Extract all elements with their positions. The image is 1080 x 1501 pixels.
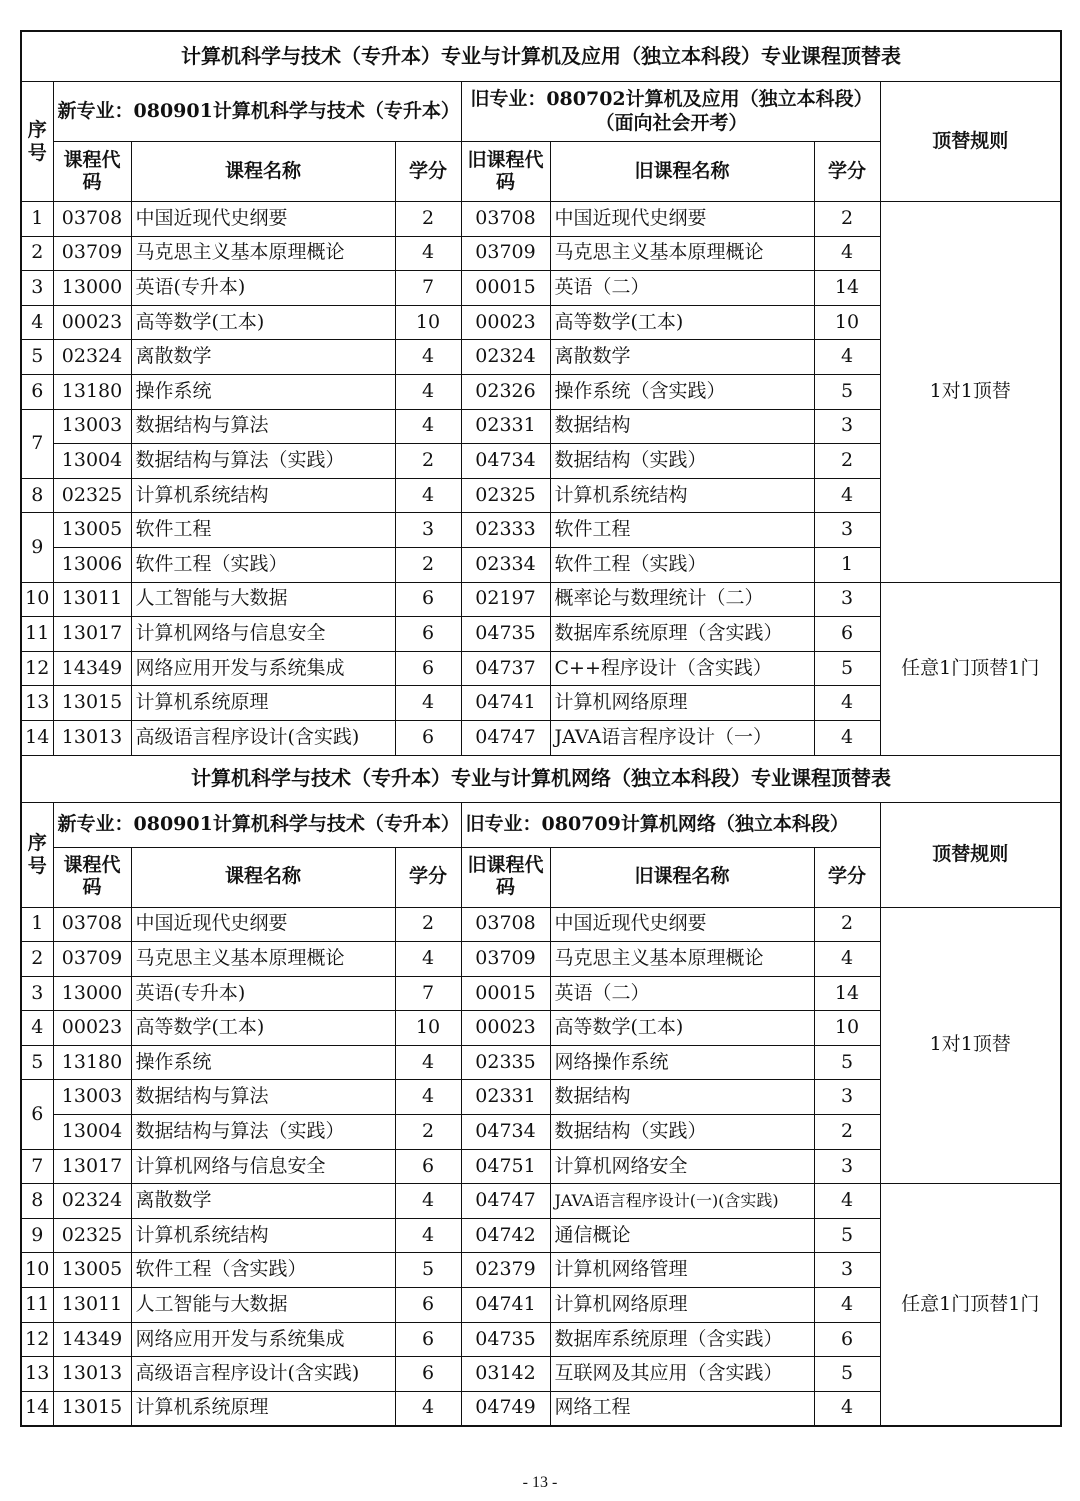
old-course-name: 数据库系统原理（含实践）	[550, 617, 814, 652]
old-course-credit: 2	[814, 1115, 880, 1150]
old-course-code: 02335	[461, 1045, 550, 1080]
course-credit: 6	[395, 1357, 461, 1392]
old-course-name: 操作系统（含实践）	[550, 374, 814, 409]
old-course-credit: 4	[814, 720, 880, 755]
old-course-credit: 5	[814, 651, 880, 686]
course-credit: 4	[395, 686, 461, 721]
course-credit: 6	[395, 1149, 461, 1184]
course-code: 13004	[53, 444, 131, 479]
table-2-title: 计算机科学与技术（专升本）专业与计算机网络（独立本科段）专业课程顶替表	[21, 755, 1061, 802]
old-course-name: 网络操作系统	[550, 1045, 814, 1080]
course-name: 软件工程（实践）	[131, 547, 395, 582]
old-course-name: 互联网及其应用（含实践）	[550, 1357, 814, 1392]
old-course-credit: 3	[814, 409, 880, 444]
row-seq: 5	[21, 340, 53, 375]
row-seq: 10	[21, 1253, 53, 1288]
old-course-credit: 14	[814, 976, 880, 1011]
table-1-rule-header: 顶替规则	[880, 82, 1061, 202]
old-course-name: 离散数学	[550, 340, 814, 375]
old-course-name: 计算机网络安全	[550, 1149, 814, 1184]
old-course-code: 02326	[461, 374, 550, 409]
row-seq: 1	[21, 907, 53, 942]
row-seq: 8	[21, 1184, 53, 1219]
course-code: 03709	[53, 236, 131, 271]
old-course-code: 02325	[461, 478, 550, 513]
row-seq: 12	[21, 1322, 53, 1357]
table-2-col-old-name: 旧课程名称	[550, 847, 814, 907]
course-credit: 4	[395, 1080, 461, 1115]
course-name: 马克思主义基本原理概论	[131, 942, 395, 977]
course-name: 数据结构与算法	[131, 409, 395, 444]
table-2-new-major: 新专业：080901计算机科学与技术（专升本）	[53, 802, 461, 847]
substitution-rule: 1对1顶替	[880, 202, 1061, 583]
old-course-code: 04741	[461, 1288, 550, 1323]
course-name: 数据结构与算法（实践）	[131, 1115, 395, 1150]
course-name: 网络应用开发与系统集成	[131, 651, 395, 686]
course-code: 02325	[53, 478, 131, 513]
old-course-credit: 4	[814, 236, 880, 271]
old-course-code: 02334	[461, 547, 550, 582]
old-course-code: 03709	[461, 236, 550, 271]
table-1-title: 计算机科学与技术（专升本）专业与计算机及应用（独立本科段）专业课程顶替表	[21, 31, 1061, 82]
old-course-name: 数据库系统原理（含实践）	[550, 1322, 814, 1357]
old-course-code: 04742	[461, 1218, 550, 1253]
course-credit: 4	[395, 409, 461, 444]
row-seq: 5	[21, 1045, 53, 1080]
old-course-name: C++程序设计（含实践）	[550, 651, 814, 686]
old-course-code: 02333	[461, 513, 550, 548]
course-name: 马克思主义基本原理概论	[131, 236, 395, 271]
course-name: 英语(专升本)	[131, 271, 395, 306]
old-course-code: 04734	[461, 1115, 550, 1150]
course-code: 14349	[53, 1322, 131, 1357]
old-course-code: 02331	[461, 409, 550, 444]
course-credit: 2	[395, 547, 461, 582]
old-course-credit: 3	[814, 1253, 880, 1288]
row-seq: 4	[21, 1011, 53, 1046]
table-2-col-old-credit: 学分	[814, 847, 880, 907]
table-2-rule-header: 顶替规则	[880, 802, 1061, 907]
old-course-credit: 2	[814, 202, 880, 237]
old-course-credit: 4	[814, 478, 880, 513]
substitution-rule: 任意1门顶替1门	[880, 1184, 1061, 1426]
table-1-col-credit: 学分	[395, 142, 461, 202]
old-course-name: 概率论与数理统计（二）	[550, 582, 814, 617]
old-course-name: 通信概论	[550, 1218, 814, 1253]
old-course-name: 计算机网络原理	[550, 686, 814, 721]
old-course-name: 计算机网络管理	[550, 1253, 814, 1288]
substitution-rule: 1对1顶替	[880, 907, 1061, 1184]
course-name: 中国近现代史纲要	[131, 202, 395, 237]
old-course-name: 英语（二）	[550, 976, 814, 1011]
course-code: 13003	[53, 409, 131, 444]
course-code: 00023	[53, 1011, 131, 1046]
course-name: 操作系统	[131, 374, 395, 409]
course-name: 高等数学(工本)	[131, 1011, 395, 1046]
course-code: 13000	[53, 976, 131, 1011]
course-code: 13013	[53, 1357, 131, 1392]
row-seq: 6	[21, 1080, 53, 1149]
old-course-code: 04741	[461, 686, 550, 721]
course-code: 13006	[53, 547, 131, 582]
row-seq: 1	[21, 202, 53, 237]
table-row	[21, 582, 1061, 617]
old-course-name: 软件工程（实践）	[550, 547, 814, 582]
old-course-name: 马克思主义基本原理概论	[550, 236, 814, 271]
old-course-code: 03142	[461, 1357, 550, 1392]
course-code: 02324	[53, 340, 131, 375]
old-course-credit: 3	[814, 1149, 880, 1184]
course-name: 人工智能与大数据	[131, 1288, 395, 1323]
old-course-credit: 3	[814, 1080, 880, 1115]
old-course-credit: 5	[814, 374, 880, 409]
old-course-code: 02331	[461, 1080, 550, 1115]
old-course-code: 03708	[461, 907, 550, 942]
old-course-name: 计算机系统结构	[550, 478, 814, 513]
old-course-name: 数据结构	[550, 409, 814, 444]
old-course-credit: 4	[814, 1184, 880, 1219]
course-code: 13017	[53, 617, 131, 652]
old-course-code: 04749	[461, 1391, 550, 1426]
course-credit: 7	[395, 271, 461, 306]
course-code: 14349	[53, 651, 131, 686]
row-seq: 6	[21, 374, 53, 409]
old-course-credit: 5	[814, 1218, 880, 1253]
row-seq: 8	[21, 478, 53, 513]
table-1-col-old-credit: 学分	[814, 142, 880, 202]
table-2-col-code: 课程代码	[53, 847, 131, 907]
table-2-seq-header: 序号	[21, 802, 53, 907]
old-course-code: 00015	[461, 271, 550, 306]
course-credit: 4	[395, 1391, 461, 1426]
course-credit: 4	[395, 1045, 461, 1080]
table-row	[21, 1184, 1061, 1219]
old-course-credit: 4	[814, 340, 880, 375]
old-course-code: 00023	[461, 1011, 550, 1046]
course-credit: 6	[395, 582, 461, 617]
course-credit: 6	[395, 1288, 461, 1323]
row-seq: 9	[21, 513, 53, 582]
course-code: 03708	[53, 202, 131, 237]
old-course-credit: 1	[814, 547, 880, 582]
course-name: 操作系统	[131, 1045, 395, 1080]
old-course-credit: 5	[814, 1357, 880, 1392]
course-name: 英语(专升本)	[131, 976, 395, 1011]
old-course-name: 高等数学(工本)	[550, 1011, 814, 1046]
course-credit: 2	[395, 907, 461, 942]
substitution-rule: 任意1门顶替1门	[880, 582, 1061, 755]
course-name: 数据结构与算法	[131, 1080, 395, 1115]
row-seq: 9	[21, 1218, 53, 1253]
old-course-code: 04751	[461, 1149, 550, 1184]
table-1-body	[21, 202, 1061, 756]
course-code: 13005	[53, 1253, 131, 1288]
old-course-code: 04747	[461, 1184, 550, 1219]
old-course-code: 00015	[461, 976, 550, 1011]
old-course-credit: 4	[814, 942, 880, 977]
course-credit: 6	[395, 1322, 461, 1357]
old-course-credit: 10	[814, 1011, 880, 1046]
course-credit: 2	[395, 444, 461, 479]
course-credit: 2	[395, 202, 461, 237]
old-course-credit: 10	[814, 305, 880, 340]
old-course-name: 软件工程	[550, 513, 814, 548]
course-credit: 4	[395, 1218, 461, 1253]
old-course-code: 02324	[461, 340, 550, 375]
row-seq: 3	[21, 976, 53, 1011]
course-code: 13003	[53, 1080, 131, 1115]
course-code: 13180	[53, 374, 131, 409]
old-course-name: 高等数学(工本)	[550, 305, 814, 340]
row-seq: 11	[21, 1288, 53, 1323]
row-seq: 3	[21, 271, 53, 306]
old-course-code: 04737	[461, 651, 550, 686]
course-code: 03709	[53, 942, 131, 977]
course-substitution-sheet	[20, 30, 1060, 1427]
old-course-name: JAVA语言程序设计(一)(含实践)	[550, 1184, 814, 1219]
table-1-new-major: 新专业：080901计算机科学与技术（专升本）	[53, 82, 461, 142]
course-code: 02325	[53, 1218, 131, 1253]
course-credit: 4	[395, 340, 461, 375]
table-1-col-old-name: 旧课程名称	[550, 142, 814, 202]
course-name: 软件工程	[131, 513, 395, 548]
course-name: 计算机系统结构	[131, 1218, 395, 1253]
course-name: 高级语言程序设计(含实践)	[131, 1357, 395, 1392]
course-name: 计算机系统原理	[131, 1391, 395, 1426]
old-course-code: 02379	[461, 1253, 550, 1288]
course-code: 00023	[53, 305, 131, 340]
course-name: 计算机系统原理	[131, 686, 395, 721]
course-code: 02324	[53, 1184, 131, 1219]
old-course-code: 00023	[461, 305, 550, 340]
old-course-code: 04734	[461, 444, 550, 479]
course-credit: 6	[395, 651, 461, 686]
course-code: 13011	[53, 582, 131, 617]
course-code: 13000	[53, 271, 131, 306]
course-credit: 3	[395, 513, 461, 548]
course-code: 13017	[53, 1149, 131, 1184]
course-credit: 6	[395, 617, 461, 652]
row-seq: 13	[21, 686, 53, 721]
course-name: 软件工程（含实践）	[131, 1253, 395, 1288]
course-code: 13015	[53, 686, 131, 721]
old-course-credit: 6	[814, 1322, 880, 1357]
row-seq: 10	[21, 582, 53, 617]
old-course-credit: 2	[814, 907, 880, 942]
course-code: 13180	[53, 1045, 131, 1080]
row-seq: 4	[21, 305, 53, 340]
course-code: 13005	[53, 513, 131, 548]
course-name: 计算机网络与信息安全	[131, 617, 395, 652]
old-course-code: 04735	[461, 617, 550, 652]
table-row	[21, 907, 1061, 942]
old-course-credit: 5	[814, 1045, 880, 1080]
table-2-col-credit: 学分	[395, 847, 461, 907]
course-name: 高等数学(工本)	[131, 305, 395, 340]
table-2-col-name: 课程名称	[131, 847, 395, 907]
row-seq: 7	[21, 1149, 53, 1184]
old-course-credit: 4	[814, 1391, 880, 1426]
course-credit: 4	[395, 478, 461, 513]
row-seq: 7	[21, 409, 53, 478]
old-course-code: 03708	[461, 202, 550, 237]
table-1-col-code: 课程代码	[53, 142, 131, 202]
old-course-credit: 4	[814, 686, 880, 721]
old-course-name: 马克思主义基本原理概论	[550, 942, 814, 977]
course-credit: 2	[395, 1115, 461, 1150]
course-code: 13004	[53, 1115, 131, 1150]
row-seq: 14	[21, 1391, 53, 1426]
old-course-name: JAVA语言程序设计（一）	[550, 720, 814, 755]
table-2-old-major: 旧专业：080709计算机网络（独立本科段）	[461, 802, 880, 847]
course-credit: 4	[395, 374, 461, 409]
course-credit: 4	[395, 1184, 461, 1219]
old-course-name: 数据结构	[550, 1080, 814, 1115]
table-2-col-old-code: 旧课程代码	[461, 847, 550, 907]
old-course-name: 中国近现代史纲要	[550, 907, 814, 942]
old-course-name: 网络工程	[550, 1391, 814, 1426]
old-course-code: 03709	[461, 942, 550, 977]
course-name: 计算机网络与信息安全	[131, 1149, 395, 1184]
course-credit: 7	[395, 976, 461, 1011]
old-course-credit: 14	[814, 271, 880, 306]
course-code: 13013	[53, 720, 131, 755]
old-course-credit: 2	[814, 444, 880, 479]
course-credit: 6	[395, 720, 461, 755]
table-2-body	[21, 755, 1061, 1426]
course-credit: 10	[395, 305, 461, 340]
course-name: 离散数学	[131, 1184, 395, 1219]
course-name: 网络应用开发与系统集成	[131, 1322, 395, 1357]
old-course-code: 04747	[461, 720, 550, 755]
table-1-col-name: 课程名称	[131, 142, 395, 202]
course-credit: 5	[395, 1253, 461, 1288]
old-course-credit: 6	[814, 617, 880, 652]
course-name: 人工智能与大数据	[131, 582, 395, 617]
course-credit: 10	[395, 1011, 461, 1046]
table-1-old-major: 旧专业：080702计算机及应用（独立本科段）（面向社会开考）	[461, 82, 880, 142]
old-course-credit: 3	[814, 582, 880, 617]
course-credit: 4	[395, 942, 461, 977]
row-seq: 14	[21, 720, 53, 755]
row-seq: 2	[21, 236, 53, 271]
course-code: 13011	[53, 1288, 131, 1323]
table-1-seq-header: 序号	[21, 82, 53, 202]
course-name: 离散数学	[131, 340, 395, 375]
course-code: 03708	[53, 907, 131, 942]
old-course-code: 04735	[461, 1322, 550, 1357]
row-seq: 12	[21, 651, 53, 686]
old-course-credit: 3	[814, 513, 880, 548]
old-course-code: 02197	[461, 582, 550, 617]
row-seq: 13	[21, 1357, 53, 1392]
old-course-name: 计算机网络原理	[550, 1288, 814, 1323]
table-1-col-old-code: 旧课程代码	[461, 142, 550, 202]
table-row	[21, 202, 1061, 237]
course-name: 中国近现代史纲要	[131, 907, 395, 942]
row-seq: 2	[21, 942, 53, 977]
course-name: 计算机系统结构	[131, 478, 395, 513]
page-number: - 13 -	[522, 1474, 558, 1491]
row-seq: 11	[21, 617, 53, 652]
course-substitution-table	[20, 30, 1062, 1427]
old-course-name: 中国近现代史纲要	[550, 202, 814, 237]
old-course-name: 数据结构（实践）	[550, 444, 814, 479]
course-code: 13015	[53, 1391, 131, 1426]
old-course-credit: 4	[814, 1288, 880, 1323]
old-course-name: 英语（二）	[550, 271, 814, 306]
course-name: 高级语言程序设计(含实践)	[131, 720, 395, 755]
course-credit: 4	[395, 236, 461, 271]
course-name: 数据结构与算法（实践）	[131, 444, 395, 479]
old-course-name: 数据结构（实践）	[550, 1115, 814, 1150]
